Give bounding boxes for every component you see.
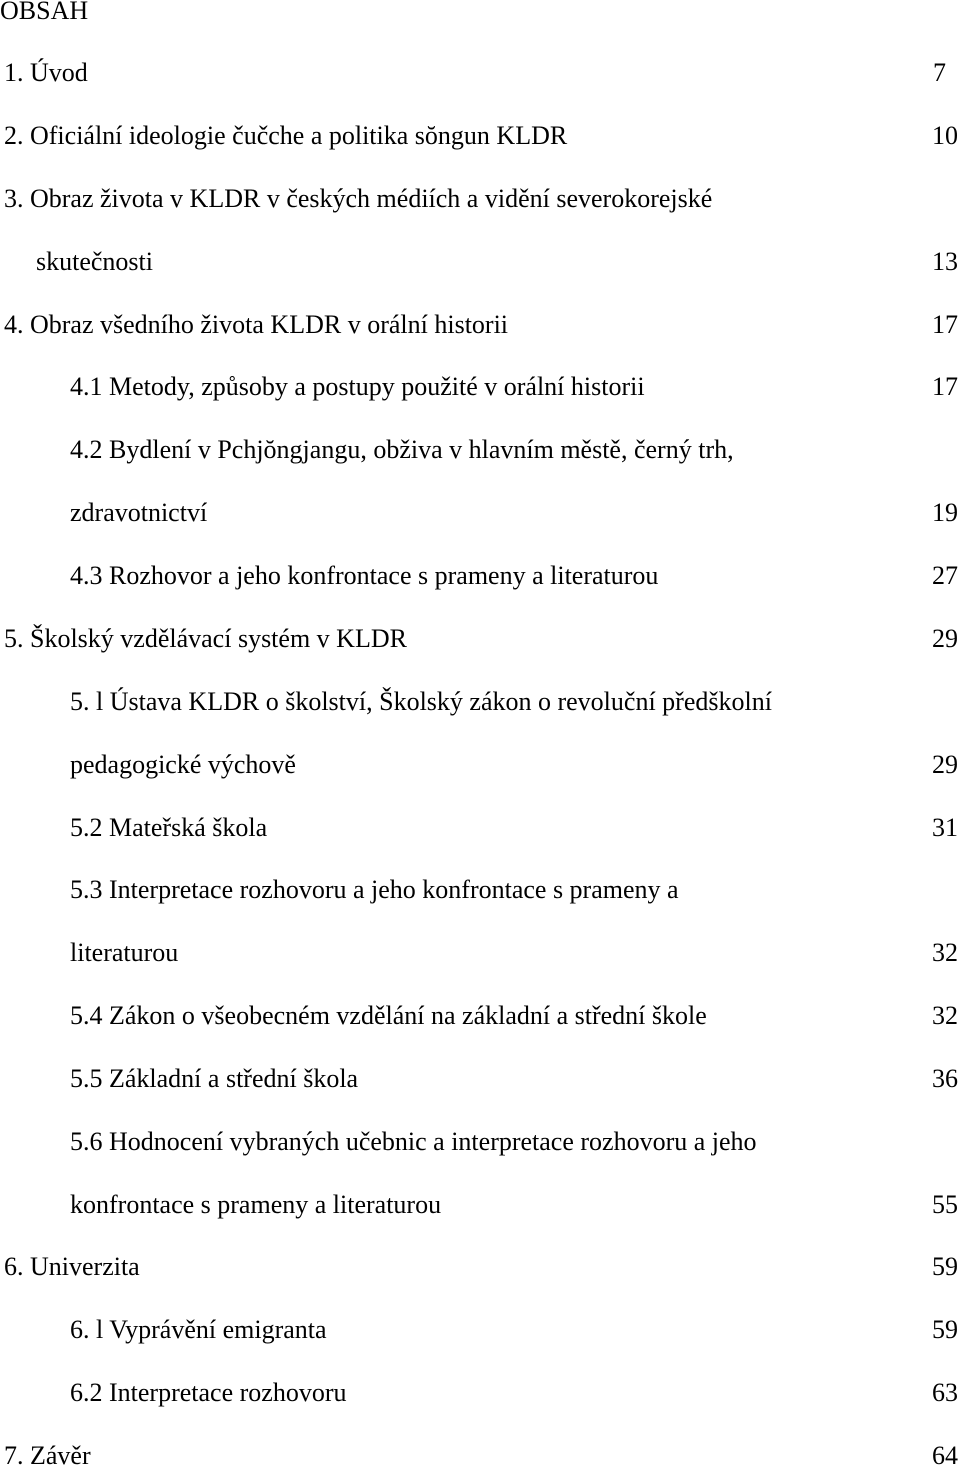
toc-entry-page: 32 bbox=[932, 1001, 958, 1030]
toc-entry-page: 13 bbox=[932, 247, 958, 276]
toc-entry-page: 64 bbox=[932, 1441, 958, 1470]
toc-entry-title: 4. Obraz všedního života KLDR v orální historii bbox=[4, 310, 509, 339]
toc-entry bbox=[4, 1439, 960, 1473]
toc-entry-page: 63 bbox=[932, 1378, 958, 1407]
toc-entry-title: 5.4 Zákon o všeobecném vzdělání na základní a střední škole bbox=[70, 1001, 707, 1030]
toc-entry bbox=[70, 1062, 960, 1096]
toc-entry-page: 59 bbox=[932, 1315, 958, 1344]
toc-entry bbox=[4, 119, 960, 153]
toc-entry bbox=[4, 56, 960, 90]
toc-entry-title: 5. l Ústava KLDR o školství, Školský zákon o revoluční předškolní bbox=[70, 687, 772, 716]
toc-entry bbox=[70, 370, 960, 404]
toc-entry-page: 55 bbox=[932, 1190, 958, 1219]
toc-entry-title: 4.2 Bydlení v Pchjŏngjangu, obživa v hlavním městě, černý trh, bbox=[70, 435, 734, 464]
toc-entry bbox=[4, 182, 960, 216]
toc-entry bbox=[70, 1313, 960, 1347]
toc-entry-title: 5.2 Mateřská škola bbox=[70, 813, 268, 842]
toc-entry-page: 10 bbox=[932, 121, 958, 150]
toc-entry-page: 7 bbox=[933, 58, 946, 87]
toc-entry bbox=[70, 433, 960, 467]
toc-entry bbox=[70, 999, 960, 1033]
toc-entry bbox=[70, 811, 960, 845]
toc-entry-page: 31 bbox=[932, 813, 958, 842]
toc-entry bbox=[70, 936, 960, 970]
toc-entry bbox=[36, 245, 960, 279]
toc-entry-page: 29 bbox=[932, 750, 958, 779]
toc-entry-title: 5.6 Hodnocení vybraných učebnic a interpretace rozhovoru a jeho bbox=[70, 1127, 757, 1156]
toc-entry-title: 7. Závěr bbox=[4, 1441, 91, 1470]
toc-entry-title: 5.3 Interpretace rozhovoru a jeho konfrontace s prameny a bbox=[70, 875, 679, 904]
toc-entry bbox=[4, 308, 960, 342]
toc-entry-title: 5.5 Základní a střední škola bbox=[70, 1064, 359, 1093]
toc-entry-title: 5. Školský vzdělávací systém v KLDR bbox=[4, 624, 407, 653]
toc-entry-page: 29 bbox=[932, 624, 958, 653]
toc-heading: OBSAH bbox=[0, 0, 89, 25]
toc-entry-page: 32 bbox=[932, 938, 958, 967]
toc-entry-title: skutečnosti bbox=[36, 247, 153, 276]
toc-entry bbox=[4, 622, 960, 656]
toc-entry bbox=[70, 1125, 960, 1159]
toc-entry-title: 4.1 Metody, způsoby a postupy použité v orální historii bbox=[70, 372, 645, 401]
toc-entry bbox=[4, 1250, 960, 1284]
toc-entry-title: konfrontace s prameny a literaturou bbox=[70, 1190, 442, 1219]
toc-entry-title: 6.2 Interpretace rozhovoru bbox=[70, 1378, 347, 1407]
toc-entry-page: 27 bbox=[932, 561, 958, 590]
toc-entry-page: 17 bbox=[932, 372, 958, 401]
toc-entry-title: 6. l Vyprávění emigranta bbox=[70, 1315, 327, 1344]
toc-entry-title: 3. Obraz života v KLDR v českých médiích a vidění severokorejské bbox=[4, 184, 713, 213]
toc-entry-title: 4.3 Rozhovor a jeho konfrontace s prameny a literaturou bbox=[70, 561, 659, 590]
toc-entry-title: 2. Oficiální ideologie čučche a politika sŏngun KLDR bbox=[4, 121, 568, 150]
toc-entry-page: 17 bbox=[932, 310, 958, 339]
toc-entry-title: 1. Úvod bbox=[4, 58, 88, 87]
toc-entry bbox=[70, 559, 960, 593]
toc-entry bbox=[70, 1188, 960, 1222]
toc-entry-title: zdravotnictví bbox=[70, 498, 208, 527]
toc-entry-title: literaturou bbox=[70, 938, 179, 967]
toc-entry-title: pedagogické výchově bbox=[70, 750, 296, 779]
toc-entry-page: 59 bbox=[932, 1252, 958, 1281]
toc-entry-title: 6. Univerzita bbox=[4, 1252, 140, 1281]
toc-entry-page: 36 bbox=[932, 1064, 958, 1093]
toc-entry bbox=[70, 748, 960, 782]
toc-entry bbox=[70, 685, 960, 719]
toc-entry bbox=[70, 873, 960, 907]
toc-entry bbox=[70, 1376, 960, 1410]
toc-entry bbox=[70, 496, 960, 530]
toc-entry-page: 19 bbox=[932, 498, 958, 527]
